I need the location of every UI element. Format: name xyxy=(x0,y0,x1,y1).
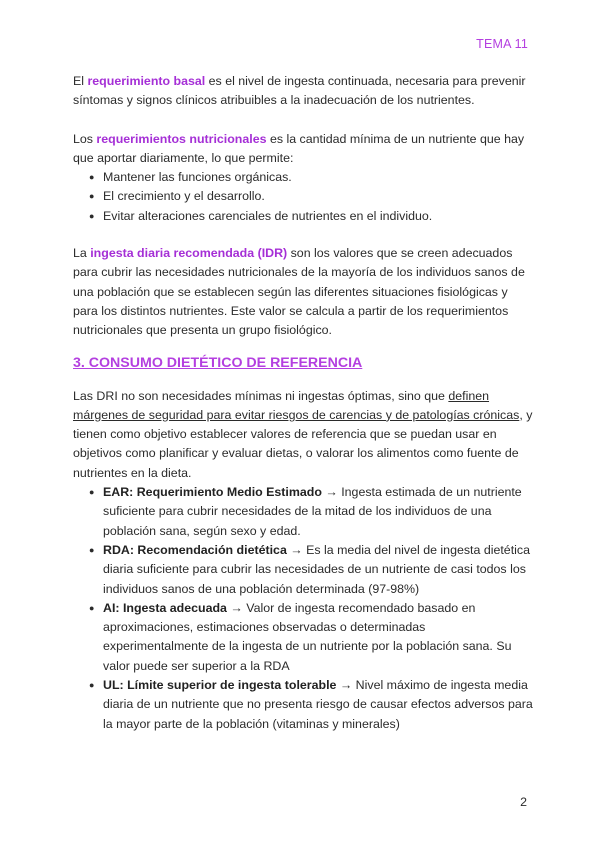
text-run: son los valores que se creen adecuados para cubrir las necesidades nutricionales de la mayoría de los individuos sanos de una población que se establecen según las diferentes situaciones fisiológicas y para los distintos nutrientes. Este valor se calcula a partir de los requerimientos nutricionales que presenta un grupo fisiológico. xyxy=(73,246,525,338)
item-term: RDA: Recomendación dietética xyxy=(103,542,287,557)
bullet-list-dri xyxy=(78,483,533,734)
highlight-term: requerimiento basal xyxy=(87,74,206,88)
highlight-term: requerimientos nutricionales xyxy=(96,131,267,146)
list-item: ● Mantener las funciones orgánicas. xyxy=(78,168,533,187)
list-item xyxy=(78,483,533,541)
list-item xyxy=(78,541,533,599)
paragraph-basal-requirement xyxy=(73,72,533,111)
item-term: AI: Ingesta adecuada xyxy=(103,600,227,615)
item-term: EAR: Requerimiento Medio Estimado xyxy=(103,485,322,500)
text-run: es la cantidad mínima de un nutriente que hay que aportar diariamente, lo que permite: xyxy=(73,131,525,165)
page-number: 2 xyxy=(520,795,527,809)
item-term: UL: Límite superior de ingesta tolerable xyxy=(103,678,337,693)
text-run: es el nivel de ingesta continuada, necesaria para prevenir síntomas y signos clínicos atribuibles a la inadecuación de los nutrientes. xyxy=(73,74,526,108)
topic-tag: TEMA 11 xyxy=(476,37,528,51)
list-item: ● Evitar alteraciones carenciales de nutrientes en el individuo. xyxy=(78,207,533,226)
text-run: La xyxy=(73,246,91,261)
paragraph-nutritional-requirements xyxy=(73,130,533,169)
highlight-term: ingesta diaria recomendada (IDR) xyxy=(90,246,288,261)
list-item xyxy=(78,676,533,734)
paragraph-idr xyxy=(73,244,533,340)
page-content xyxy=(73,72,533,734)
text-run: El xyxy=(73,74,88,88)
text-run: Las DRI no son necesidades mínimas ni ingestas óptimas, sino que xyxy=(73,388,449,403)
underlined-text: definen márgenes de seguridad para evitar riesgos de carencias y de patologías crónicas xyxy=(73,388,520,422)
paragraph-dri-intro xyxy=(73,387,533,483)
text-run: Los xyxy=(73,131,97,146)
item-text: → Es la media del nivel de ingesta dietética diaria suficiente para cubrir las necesidades de un nutriente de casi todos los individuos sanos de una población determinada (97-98%) xyxy=(103,542,530,596)
section-heading: 3. CONSUMO DIETÉTICO DE REFERENCIA xyxy=(73,354,363,371)
item-text: → Nivel máximo de ingesta media diaria de un nutriente que no presenta riesgo de causar efectos adversos para la mayor parte de la población (vitaminas y minerales) xyxy=(103,678,533,731)
text-run: , y tienen como objetivo establecer valores de referencia que se puedan usar en objetivos como planificar y evaluar dietas, o valorar los alimentos como fuente de nutrientes en la dieta. xyxy=(73,407,533,480)
item-text: → Valor de ingesta recomendado basado en aproximaciones, estimaciones observadas o determinadas experimentalmente de la ingesta de un nutriente por la población sana. Su valor puede ser superior a la RDA xyxy=(103,600,512,673)
list-item xyxy=(78,599,533,676)
list-item: ● El crecimiento y el desarrollo. xyxy=(78,187,533,206)
item-text: → Ingesta estimada de un nutriente suficiente para cubrir necesidades de la mitad de los individuos de una población sana, según sexo y edad. xyxy=(103,485,522,538)
bullet-list-functions xyxy=(78,168,533,226)
